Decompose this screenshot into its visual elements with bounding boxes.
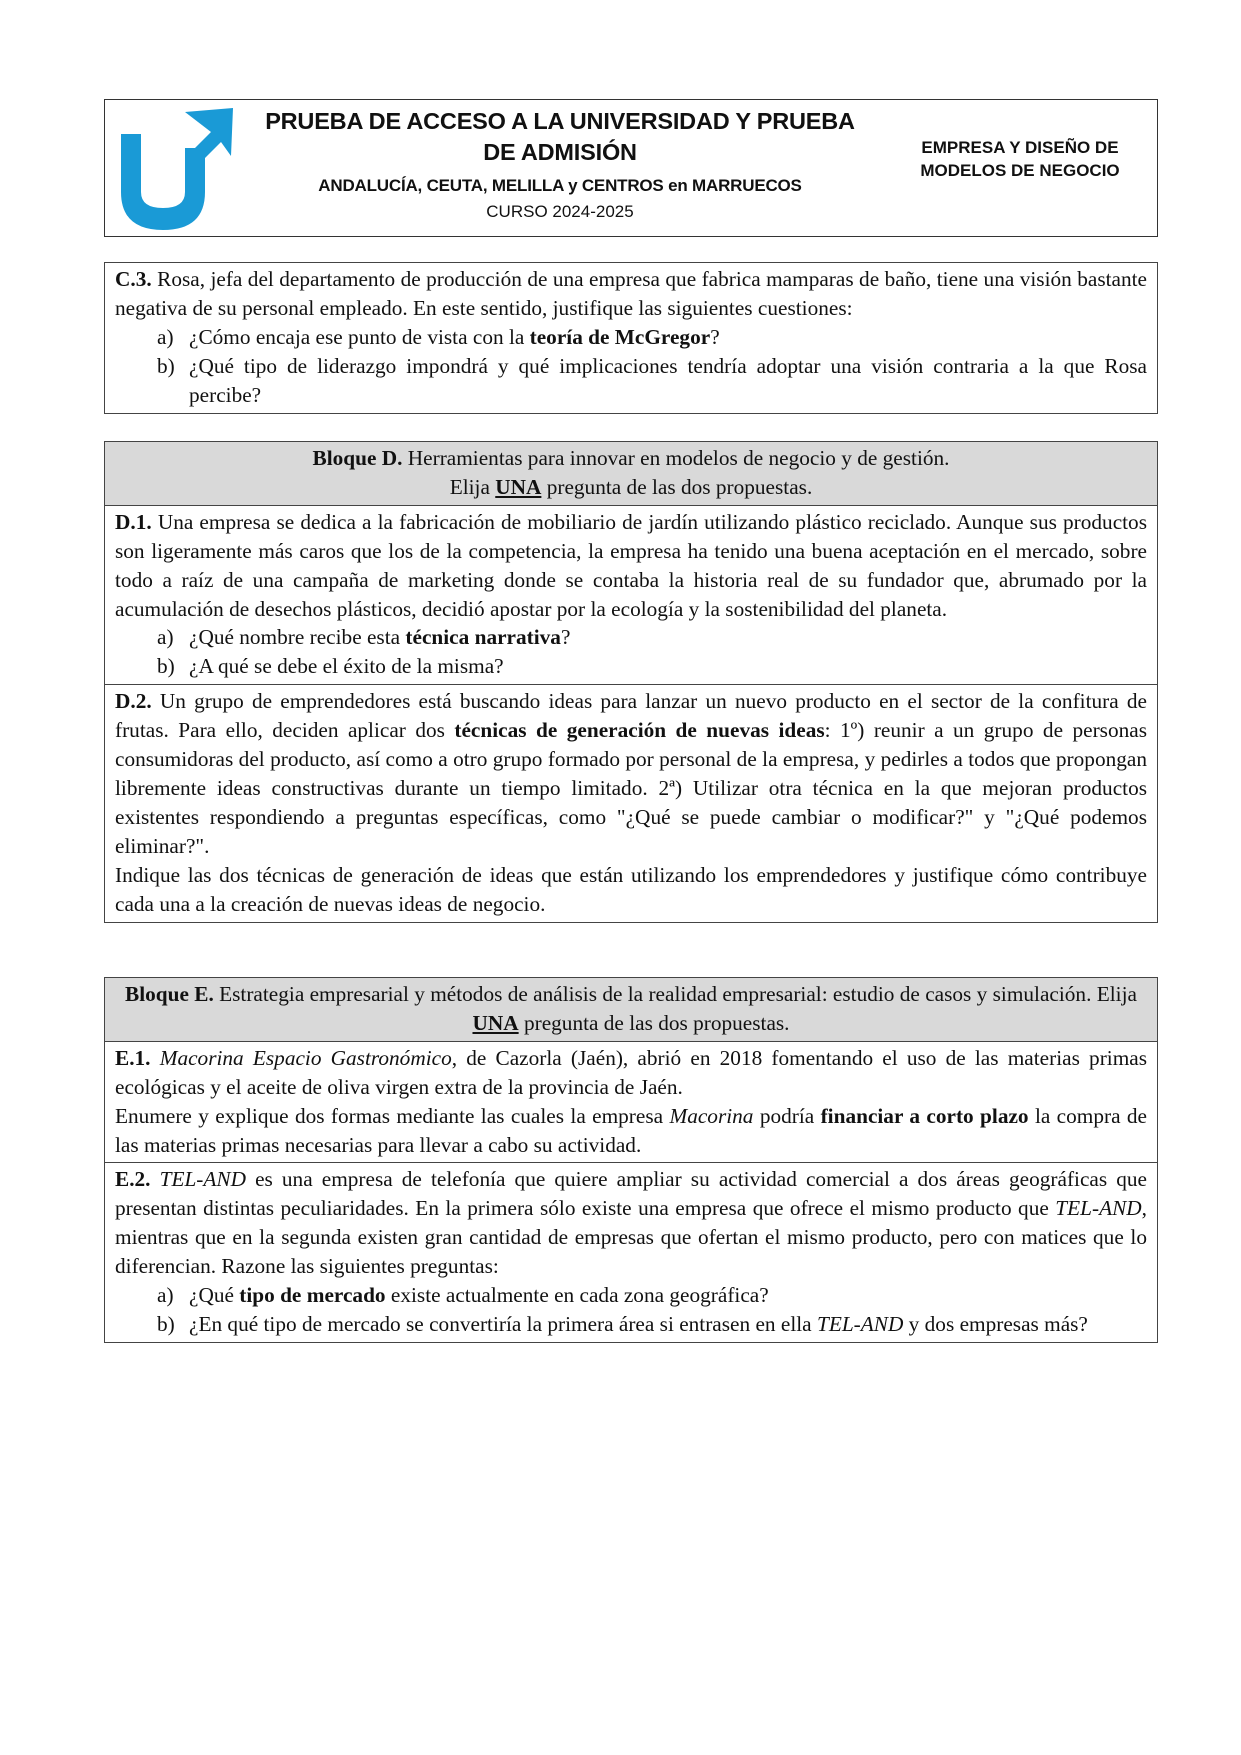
question-e1-task [115, 1102, 1147, 1160]
block-e-title-bold: Bloque E. [125, 982, 214, 1006]
item-text: ¿Qué tipo de liderazgo impondrá y qué implicaciones tendría adoptar una visión contraria a la que Rosa percibe? [189, 353, 1147, 407]
exam-region: ANDALUCÍA, CEUTA, MELILLA y CENTROS en MARRUECOS [318, 176, 802, 195]
question-e1-task-bold: financiar a corto plazo [820, 1103, 1029, 1128]
question-e2-item-b [115, 1310, 1147, 1339]
item-company: TEL-AND [816, 1311, 904, 1336]
question-e2-statement [115, 1165, 1147, 1281]
question-d2-text: Un grupo de emprendedores está buscando ideas para lanzar un nuevo producto en el sector de la confitura de frutas. Para ello, deciden aplicar dos [115, 689, 1147, 743]
question-e2-text-end: , mientras que en la segunda existen gran cantidad de empresas que ofertan el mismo producto, pero con matices que lo diferencian. Razone las siguientes preguntas: [115, 1196, 1147, 1279]
question-e1-task-mid: podría [753, 1103, 821, 1128]
question-d2-bold: técnicas de generación de nuevas ideas [454, 718, 825, 743]
item-label: b) [157, 353, 175, 378]
question-d1-items [115, 623, 1147, 681]
header-center [265, 106, 855, 222]
question-e1-company: Macorina Espacio Gastronómico [159, 1045, 452, 1070]
item-bold: tipo de mercado [239, 1283, 386, 1308]
item-text: ¿En qué tipo de mercado se convertiría la primera área si entrasen en ella [189, 1311, 817, 1336]
block-e-choose-text-end: pregunta de las dos propuestas. [518, 1010, 790, 1035]
question-c3-text: Rosa, jefa del departamento de producción de una empresa que fabrica mamparas de baño, tiene una visión bastante negativa de su personal empleado. En este sentido, justifique las siguientes cuestiones: [115, 267, 1147, 320]
item-bold: teoría de McGregor [529, 324, 711, 349]
question-c3-item-b [115, 352, 1147, 410]
question-c3 [105, 263, 1157, 413]
question-d1-item-a [115, 623, 1147, 652]
question-e1-task-end: la compra de las materias primas necesarias para llevar a cabo su actividad. [115, 1103, 1147, 1157]
item-text-end: ? [710, 324, 720, 349]
question-d1-item-b [115, 652, 1147, 681]
item-label: a) [157, 625, 174, 650]
block-e-heading [105, 978, 1157, 1041]
question-d2 [105, 684, 1157, 921]
item-bold: técnica narrativa [405, 625, 561, 650]
item-label: a) [157, 1283, 174, 1308]
item-text-end: existe actualmente en cada zona geográfica? [385, 1283, 769, 1308]
block-d-box [104, 441, 1158, 923]
question-d1-label: D.1. [115, 509, 152, 534]
block-d-title-text: Herramientas para innovar en modelos de negocio y de gestión. [402, 446, 950, 470]
item-text-end: ? [560, 625, 571, 650]
question-d2-text-end: : 1º) reunir a un grupo de personas consumidoras del producto, así como a otro grupo formado por personal de la empresa, y pedirles a todos que propongan libremente ideas constructivas durante un tiempo limitado. 2ª) Utilizar otra técnica en la que mejoran productos existentes respondiendo a preguntas específicas, como "¿Qué se puede cambiar o modificar?" y "¿Qué podemos eliminar?". [115, 718, 1148, 858]
question-e1-statement [115, 1044, 1147, 1102]
block-d-choose-text: Elija [449, 474, 496, 499]
question-c3-items [115, 323, 1147, 410]
question-e2-label: E.2. [115, 1167, 151, 1192]
block-d-heading [105, 442, 1157, 505]
question-d1-statement [115, 508, 1147, 624]
question-e2-text: es una empresa de telefonía que quiere ampliar su actividad comercial a dos áreas geográficas que presentan distintas peculiaridades. En la primera sólo existe una empresa que ofrece el mismo producto que [115, 1167, 1148, 1221]
block-d-title [115, 444, 1147, 473]
item-label: a) [157, 324, 174, 349]
item-text: ¿Qué [189, 1283, 240, 1308]
question-e1-task-text: Enumere y explique dos formas mediante las cuales la empresa [115, 1103, 670, 1128]
item-text: ¿Qué nombre recibe esta [189, 625, 406, 650]
question-c3-item-a [115, 323, 1147, 352]
item-text-end: y dos empresas más? [903, 1311, 1088, 1336]
question-c3-statement [115, 265, 1147, 323]
question-c3-label: C.3. [115, 267, 152, 291]
block-d-choose-una: UNA [495, 474, 542, 499]
question-e1-task-company: Macorina [669, 1103, 754, 1128]
block-d-choose-text-end: pregunta de las dos propuestas. [541, 474, 813, 499]
item-text: ¿A qué se debe el éxito de la misma? [189, 654, 504, 679]
block-d-title-bold: Bloque D. [312, 446, 403, 470]
question-d1 [105, 505, 1157, 684]
item-label: b) [157, 1311, 175, 1336]
block-e-box [104, 977, 1158, 1343]
item-label: b) [157, 654, 175, 679]
exam-title: PRUEBA DE ACCESO A LA UNIVERSIDAD Y PRUEBA DE ADMISIÓN [265, 108, 855, 165]
question-e2-company-2: TEL-AND [1055, 1196, 1142, 1221]
question-e2-items [115, 1281, 1147, 1339]
question-d2-statement [115, 687, 1147, 860]
question-c3-box [104, 262, 1158, 414]
question-e1-text: , de Cazorla (Jaén), abrió en 2018 fomentando el uso de las materias primas ecológicas y el aceite de oliva virgen extra de la provincia de Jaén. [115, 1045, 1148, 1099]
block-d-instructions [115, 473, 1147, 502]
exam-course: CURSO 2024-2025 [486, 202, 634, 221]
question-e1-label: E.1. [115, 1045, 151, 1070]
question-e2-company: TEL-AND [159, 1167, 246, 1192]
question-d2-label: D.2. [115, 689, 152, 714]
question-d1-text: Una empresa se dedica a la fabricación de mobiliario de jardín utilizando plástico reciclado. Aunque sus productos son ligeramente más caros que los de la competencia, la empresa ha tenido una buena aceptación en el mercado, sobre todo a raíz de una campaña de marketing donde se contaba la historia real de su fundador que, abrumado por la acumulación de desechos plásticos, decidió apostar por la ecología y la sostenibilidad del planeta. [115, 509, 1147, 621]
item-text: ¿Cómo encaja ese punto de vista con la [189, 324, 530, 349]
question-e2 [105, 1162, 1157, 1341]
university-access-logo-icon [113, 104, 235, 232]
block-e-choose-una: UNA [472, 1010, 519, 1035]
block-e-title-text: Estrategia empresarial y métodos de análisis de la realidad empresarial: estudio de casos y simulación. Elija [213, 982, 1137, 1006]
block-e-title [115, 980, 1147, 1038]
question-d2-task: Indique las dos técnicas de generación de ideas que están utilizando los emprendedores y justifique cómo contribuye cada una a la creación de nuevas ideas de negocio. [115, 862, 1147, 916]
exam-subject: EMPRESA Y DISEÑO DE MODELOS DE NEGOCIO [920, 138, 1120, 180]
question-e1 [105, 1041, 1157, 1163]
question-e2-item-a [115, 1281, 1147, 1310]
exam-header [104, 99, 1158, 237]
